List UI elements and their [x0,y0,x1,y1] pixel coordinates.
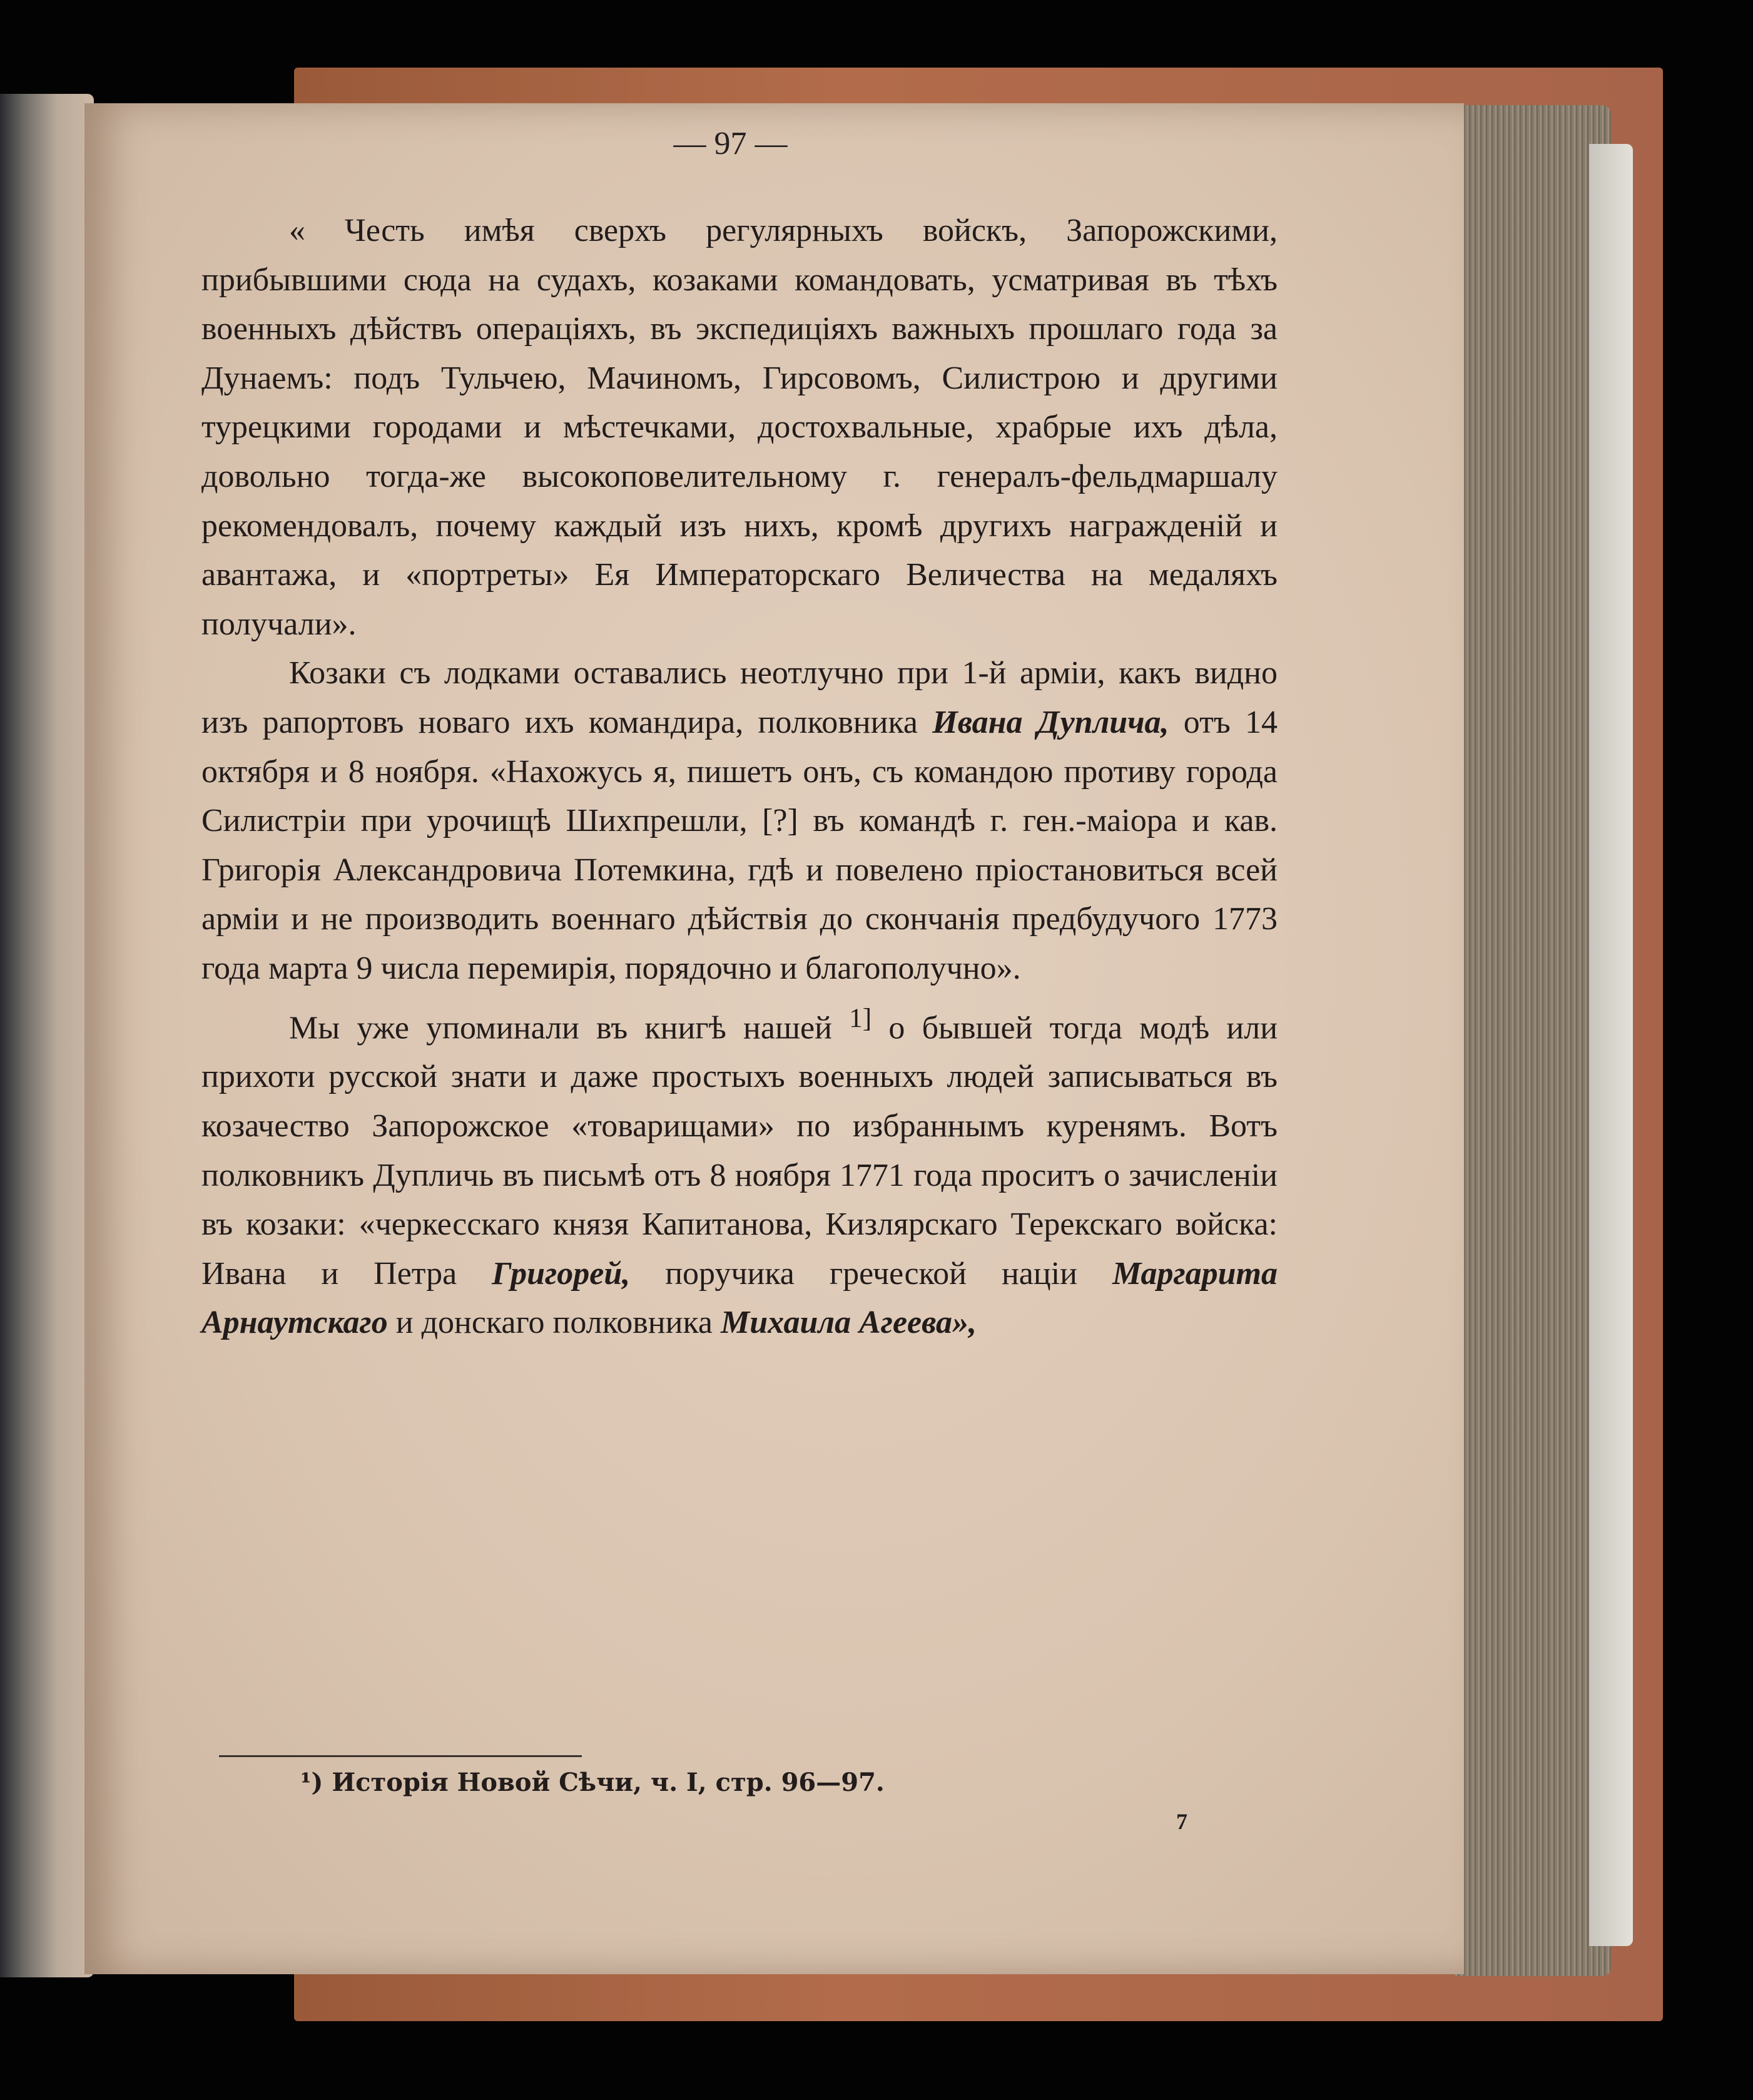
footnote-rule [219,1755,582,1757]
paragraph-2-start: Козаки съ лодками оставались неотлучно при 1-й арміи, какъ видно изъ рапортовъ новаго ихъ командира, полковника [201,655,1278,740]
paragraph-3-start: Мы уже упоминали въ книгѣ нашей [289,1009,832,1046]
page-stack-edge [1589,144,1633,1946]
signature-mark: 7 [1176,1809,1187,1834]
paragraph-3-mid2: поручика греческой націи [665,1255,1077,1292]
left-page-edge [0,94,94,1977]
page-stack [1455,105,1611,1976]
paragraph-3-end: и донскаго полковника [395,1305,713,1341]
name-margarita: Маргарита Арнаутскаго [201,1255,1278,1341]
paragraph-2-rest: отъ 14 октября и 8 ноября. «Нахожусь я, пишетъ онъ, съ командою противу города Силистріи при урочищѣ Шихпрешли, [?] въ командѣ г. ген.-маіора и кав. Григорія Александровича Потемкина, гдѣ и повелено пріостановиться всей арміи и не производить военнаго дѣйствія до скончанія предбудучого 1773 года марта 9 числа перемирія, порядочно и благополучно». [201,704,1278,986]
paragraph-3 [201,994,1278,1348]
page-number-header: — 97 — [673,126,788,161]
name-mikhail: Михаила Агеева», [721,1305,977,1341]
footnote-ref: 1] [849,1002,872,1033]
paragraph-1: « Честь имѣя сверхъ регулярныхъ войскъ, Запорожскими, прибывшими сюда на судахъ, козаками командовать, усматривая въ тѣхъ военныхъ дѣйствъ операціяхъ, въ экспедиціяхъ важныхъ прошлаго года за Дунаемъ: подъ Тульчею, Мачиномъ, Гирсовомъ, Силистрою и другими турецкими городами и мѣстечками, достохвальные, храбрые ихъ дѣла, довольно тогда-же высокоповелительному г. генералъ-фельдмаршалу рекомендовалъ, почему каждый изъ нихъ, кромѣ другихъ награжденій и авантажа, и «портреты» Ея Императорскаго Величества на медаляхъ получали». [201,213,1278,642]
page-text [201,206,1278,1348]
name-grigorey: Григорей, [492,1255,631,1292]
paragraph-2 [201,649,1278,993]
name-dupliche: Ивана Дупличa, [932,704,1169,740]
footnote: ¹) Исторія Новой Сѣчи, ч. I, стр. 96—97. [300,1768,885,1797]
paragraph-3-mid: о бывшей тогда модѣ или прихоти русской знати и даже простыхъ военныхъ людей записываться въ козачество Запорожское «товарищами» по избраннымъ куренямъ. Вотъ полковникъ Дупличь въ письмѣ отъ 8 ноября 1771 года проситъ о зачисленіи въ козаки: «черкесскаго князя Капитанова, Кизлярскаго Терекскаго войска: Ивана и Петра [201,1009,1278,1292]
